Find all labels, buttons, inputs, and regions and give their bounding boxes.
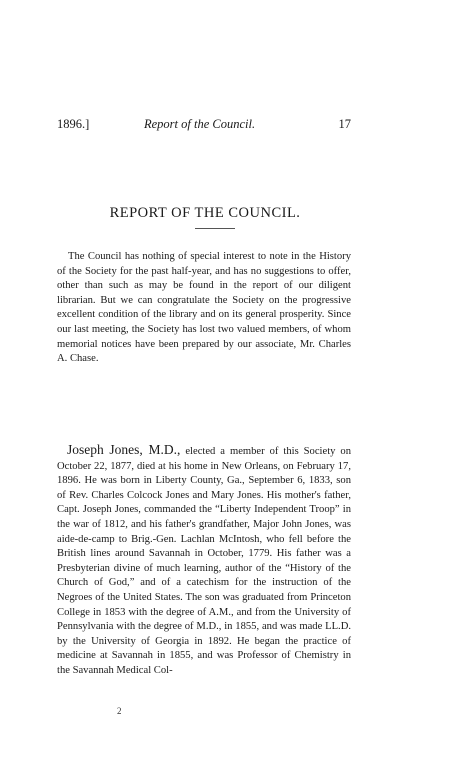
obituary-name: Joseph Jones, M.D., xyxy=(67,442,181,457)
signature-mark: 2 xyxy=(117,706,122,716)
title-rule xyxy=(195,228,235,229)
obituary-paragraph xyxy=(57,443,351,679)
intro-paragraph: The Council has nothing of special interest to note in the History of the Society for the past half-year, and has no suggestions to offer, other than such as may be found in the report of our diligent librarian. But we can congratulate the Society on the progressive excellent condition of the library and on its general prosperity. Since our last meeting, the Society has lost two valued members, of whom memorial notices have been prepared by our associate, Mr. Charles A. Chase. xyxy=(57,251,351,365)
obituary-text: elected a member of this Society on October 22, 1877, died at his home in New Orleans, on February 17, 1896. He was born in Liberty County, Ga., September 6, 1833, son of Rev. Charles Colcock Jones and Mary Jones. His mother's father, Capt. Joseph Jones, commanded the “Liberty Independent Troop” in the war of 1812, and his father's grandfather, Major John Jones, was aide-de-camp to Brig.-Gen. Lachlan McIntosh, who fell before the British lines around Savannah in October, 1779. His father was a Presbyterian divine of much learning, author of the “History of the Church of God,” and of a catechism for the instruction of the Negroes of the United States. The son was graduated from Princeton College in 1853 with the degree of A.M., and from the University of Pennsylvania with the degree of M.D., in 1855, and was made LL.D. by the University of Georgia in 1892. He began the practice of medicine at Savannah in 1855, and was Professor of Chemistry in the Savannah Medical Col- xyxy=(57,446,351,676)
page-number: 17 xyxy=(338,117,351,131)
running-head-year: 1896.] xyxy=(57,117,90,131)
running-head xyxy=(57,117,351,133)
section-title: REPORT OF THE COUNCIL. xyxy=(109,205,301,221)
running-head-title: Report of the Council. xyxy=(144,117,256,131)
